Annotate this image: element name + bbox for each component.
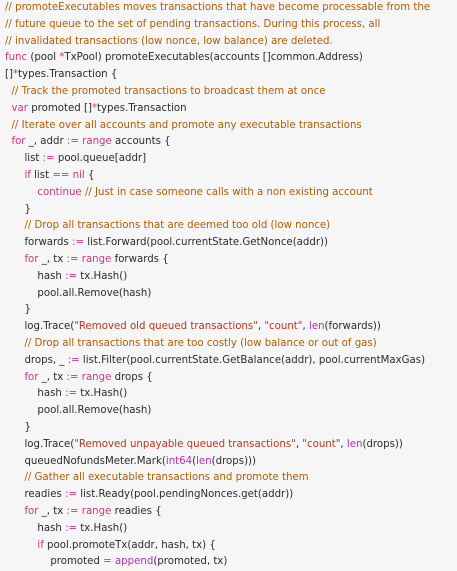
- code-indent: [5, 321, 24, 332]
- code-operator: :=: [66, 136, 79, 148]
- code-keyword: if: [37, 539, 44, 551]
- code-line: [5, 151, 457, 168]
- code-text: forwards {: [111, 253, 169, 265]
- code-indent: [5, 288, 37, 299]
- code-text: pool.all.Remove(hash): [37, 405, 152, 417]
- code-indent: [5, 187, 37, 198]
- code-string: "Removed old queued transactions": [74, 321, 258, 333]
- code-keyword: for: [24, 371, 39, 383]
- code-text: (promoted, tx): [153, 556, 228, 568]
- code-line: [5, 538, 457, 555]
- code-text: pool.promoteTx(addr, hash, tx) {: [43, 539, 216, 551]
- code-line: [5, 101, 457, 118]
- code-indent: [5, 153, 24, 164]
- code-line: [5, 84, 457, 101]
- code-text: list.Ready(pool.pendingNonces.get(addr)): [77, 489, 294, 501]
- code-line: [5, 521, 457, 538]
- code-operator: *: [59, 52, 65, 64]
- code-text: (drops))): [211, 455, 256, 467]
- code-indent: [5, 439, 24, 450]
- code-text: log.Trace(: [24, 438, 75, 450]
- code-indent: [5, 304, 24, 315]
- code-keyword: range: [82, 136, 112, 148]
- code-builtin: len: [346, 438, 363, 450]
- code-indent: [5, 254, 24, 265]
- code-text: _, addr: [25, 136, 67, 148]
- code-indent: [5, 506, 24, 517]
- code-line: [5, 504, 457, 521]
- code-indent: [5, 556, 50, 567]
- code-operator: :=: [66, 505, 79, 517]
- code-text: list.Filter(pool.currentState.GetBalance(addr), pool.currentMaxGas): [79, 354, 426, 366]
- code-comment: // Gather all executable transactions and promote them: [24, 472, 309, 484]
- code-text: {: [84, 169, 95, 181]
- code-line: [5, 302, 457, 319]
- code-keyword: if: [24, 169, 31, 181]
- code-text: _, tx: [38, 253, 67, 265]
- code-string: "count": [264, 321, 303, 333]
- code-text: []: [5, 69, 13, 81]
- code-text: ,: [295, 438, 303, 450]
- code-comment: // promoteExecutables moves transactions that have become processable from the: [5, 2, 431, 13]
- code-keyword: nil: [72, 169, 85, 181]
- code-comment: // invalidated transactions (low nonce, low balance) are deleted.: [5, 35, 333, 47]
- code-text: list.Forward(pool.currentState.GetNonce(addr)): [84, 237, 328, 249]
- code-text: promoted []: [27, 102, 92, 114]
- code-text: drops, _: [24, 354, 68, 366]
- code-keyword: range: [81, 371, 112, 383]
- code-text: types.Transaction {: [18, 69, 118, 81]
- code-keyword: range: [81, 253, 112, 265]
- code-line: [5, 34, 457, 51]
- code-comment: // Track the promoted transactions to broadcast them at once: [11, 85, 326, 97]
- code-line: [5, 437, 457, 454]
- code-comment: // future queue to the set of pending transactions. During this process, all: [5, 18, 381, 30]
- code-comment: // Just in case someone calls with a non existing account: [84, 186, 373, 198]
- code-line: [5, 0, 457, 17]
- code-text: log.Trace(: [24, 321, 75, 333]
- code-line: [5, 118, 457, 135]
- code-text: _, tx: [38, 505, 67, 517]
- code-text: pool.all.Remove(hash): [37, 287, 152, 299]
- code-text: ,: [302, 321, 309, 333]
- code-line: [5, 353, 457, 370]
- code-indent: [5, 523, 37, 534]
- code-line: [5, 487, 457, 504]
- code-comment: // Drop all transactions that are too costly (low balance or out of gas): [24, 337, 377, 349]
- code-text: _, tx: [38, 371, 67, 383]
- code-line: [5, 235, 457, 252]
- code-text: (forwards)): [324, 321, 381, 333]
- code-keyword: for: [24, 505, 39, 517]
- code-operator: ==: [52, 169, 70, 181]
- code-text: hash: [37, 388, 66, 400]
- code-text: hash: [37, 270, 66, 282]
- code-line: [5, 454, 457, 471]
- code-line: [5, 286, 457, 303]
- code-indent: [5, 489, 24, 500]
- code-builtin: append: [114, 556, 154, 568]
- code-indent: [5, 388, 37, 399]
- code-indent: [5, 170, 24, 181]
- code-line: [5, 17, 457, 34]
- code-text: forwards: [24, 237, 73, 249]
- code-comment: // Drop all transactions that are deemed too old (low nonce): [24, 220, 331, 232]
- code-indent: [5, 338, 24, 349]
- code-line: [5, 252, 457, 269]
- code-text: }: [24, 421, 31, 433]
- code-text: promoted: [50, 556, 104, 568]
- code-text: drops {: [111, 371, 153, 383]
- code-operator: *: [12, 69, 19, 81]
- code-indent: [5, 405, 37, 416]
- code-indent: [5, 355, 24, 366]
- code-text: tx.Hash(): [77, 388, 128, 400]
- code-operator: *: [91, 102, 98, 114]
- code-text: tx.Hash(): [77, 522, 128, 534]
- code-line: [5, 67, 457, 84]
- code-operator: :=: [65, 270, 78, 282]
- code-line: [5, 185, 457, 202]
- code-line: [5, 470, 457, 487]
- code-text: ,: [257, 321, 265, 333]
- code-text: ,: [340, 438, 347, 450]
- code-line: [5, 50, 457, 67]
- code-keyword: for: [24, 253, 39, 265]
- code-line: [5, 336, 457, 353]
- code-indent: [5, 472, 24, 483]
- code-comment: // Iterate over all accounts and promote any executable transactions: [11, 119, 362, 131]
- code-text: }: [24, 203, 31, 215]
- code-line: [5, 420, 457, 437]
- code-line: [5, 202, 457, 219]
- code-text: list: [30, 169, 53, 181]
- code-line: [5, 134, 457, 151]
- code-indent: [5, 540, 37, 551]
- code-string: "count": [302, 438, 341, 450]
- code-operator: :=: [65, 388, 78, 400]
- code-text: accounts {: [111, 136, 171, 148]
- code-line: [5, 269, 457, 286]
- code-text: hash: [37, 522, 66, 534]
- code-indent: [5, 271, 37, 282]
- code-keyword: for: [11, 136, 26, 148]
- code-line: [5, 386, 457, 403]
- code-operator: :=: [42, 153, 55, 165]
- code-text: }: [24, 304, 31, 316]
- code-operator: :=: [65, 522, 78, 534]
- code-indent: [5, 204, 24, 215]
- code-line: [5, 403, 457, 420]
- code-text: types.Transaction: [97, 102, 187, 114]
- code-keyword: continue: [37, 186, 82, 198]
- code-operator: =: [103, 556, 112, 568]
- code-line: [5, 168, 457, 185]
- code-text: (: [192, 455, 197, 467]
- code-keyword: var: [11, 102, 28, 114]
- code-text: TxPool) promoteExecutables(accounts []common.Address): [64, 52, 363, 64]
- code-text: readies: [24, 489, 66, 501]
- code-indent: [5, 220, 24, 231]
- code-indent: [5, 372, 24, 383]
- code-line: [5, 370, 457, 387]
- code-line: [5, 319, 457, 336]
- code-builtin: int64: [165, 455, 193, 467]
- code-text: (drops)): [362, 438, 403, 450]
- code-text: tx.Hash(): [77, 270, 128, 282]
- code-text: queuedNofundsMeter.Mark(: [24, 455, 166, 467]
- code-text: list: [24, 153, 43, 165]
- code-builtin: len: [196, 455, 212, 467]
- code-string: "Removed unpayable queued transactions": [74, 438, 296, 450]
- code-builtin: len: [308, 321, 325, 333]
- code-line: [5, 218, 457, 235]
- code-indent: [5, 422, 24, 433]
- code-line: [5, 554, 457, 571]
- code-text: readies {: [111, 505, 162, 517]
- code-operator: :=: [66, 253, 79, 265]
- code-operator: :=: [66, 371, 79, 383]
- code-keyword: func: [5, 52, 28, 64]
- code-indent: [5, 237, 24, 248]
- code-keyword: range: [81, 505, 112, 517]
- code-indent: [5, 456, 24, 467]
- code-operator: :=: [67, 354, 80, 366]
- code-operator: :=: [72, 237, 85, 249]
- code-text: pool.queue[addr]: [54, 153, 147, 165]
- code-operator: :=: [65, 489, 77, 501]
- code-text: (pool: [27, 52, 60, 64]
